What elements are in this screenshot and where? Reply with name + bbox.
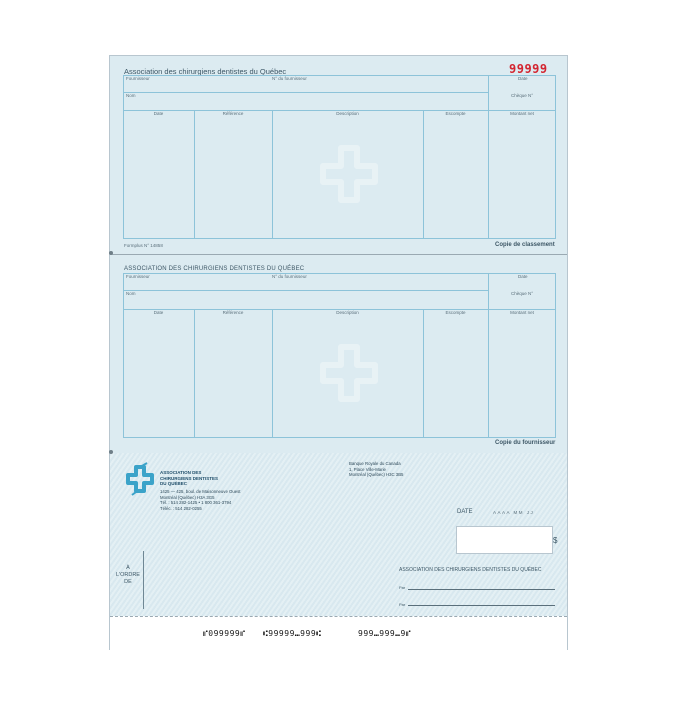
- org-address: 1425 — 425, boul. de Maisonneuve Ouest Montréal (Québec) H3A 3G5 Tél. : 514 282-1425 • 1 800 361-3794 Téléc. : 514 282-0255: [160, 489, 241, 511]
- cheque-form-sheet: [109, 55, 568, 650]
- signature-org: ASSOCIATION DES CHIRURGIENS DENTISTES DU QUÉBEC: [399, 567, 542, 573]
- date-format[interactable]: AAAA MM JJ: [493, 510, 535, 515]
- col-header-date: Date: [153, 310, 164, 315]
- cheque-number: 99999: [509, 62, 548, 76]
- stub-supplier-copy: [110, 255, 567, 453]
- col-header-reference: Référence: [222, 310, 244, 315]
- logo-watermark-icon: [315, 339, 383, 407]
- form-number: Formplus N° 14858: [124, 243, 163, 248]
- micr-account: 999⑉999⑉9⑈: [358, 629, 412, 638]
- label-cheque-no: Chèque N°: [511, 291, 534, 296]
- cheque-body: [110, 453, 567, 616]
- stub2-copy-label: Copie du fournisseur: [495, 440, 556, 446]
- signature-label-2: Par: [399, 602, 406, 607]
- association-logo-icon: [122, 462, 160, 496]
- signature-line-2[interactable]: [408, 605, 555, 606]
- col-header-description: Description: [336, 111, 359, 116]
- perforation-dot: [109, 450, 113, 454]
- label-fournisseur: Fournisseur: [126, 76, 150, 81]
- col-header-escompte: Escompte: [445, 111, 466, 116]
- label-no-fournisseur: N° du fournisseur: [272, 274, 307, 279]
- label-nom: Nom: [126, 93, 136, 98]
- micr-cheque-number: ⑈099999⑈: [203, 629, 246, 638]
- currency-symbol: $: [553, 536, 558, 545]
- signature-label-1: Par: [399, 585, 406, 590]
- col-header-reference: Référence: [222, 111, 244, 116]
- col-header-description: Description: [336, 310, 359, 315]
- date-label: DATE: [457, 509, 473, 515]
- col-header-montant-net: Montant net: [510, 111, 534, 116]
- bank-info: Banque Royale du Canada 1, Place Ville-Marie Montréal (Québec) H3C 3B5: [349, 461, 404, 477]
- col-header-montant-net: Montant net: [510, 310, 534, 315]
- col-header-date: Date: [153, 111, 164, 116]
- label-date: Date: [518, 274, 528, 279]
- label-no-fournisseur: N° du fournisseur: [272, 76, 307, 81]
- label-nom: Nom: [126, 291, 136, 296]
- payee-label: À L'ORDRE DE: [116, 565, 140, 585]
- micr-band: [110, 616, 567, 650]
- label-fournisseur: Fournisseur: [126, 274, 150, 279]
- label-cheque-no: Chèque N°: [511, 93, 534, 98]
- org-name: ASSOCIATION DES CHIRURGIENS DENTISTES DU QUÉBEC: [160, 470, 219, 486]
- signature-line-1[interactable]: [408, 589, 555, 590]
- perforation-dot: [109, 251, 113, 255]
- stub-filing-copy: [110, 56, 567, 254]
- label-date: Date: [518, 76, 528, 81]
- stub1-title: Association des chirurgiens dentistes du Québec: [124, 67, 287, 76]
- amount-box[interactable]: [456, 526, 553, 554]
- col-header-escompte: Escompte: [445, 310, 466, 315]
- stub2-title: ASSOCIATION DES CHIRURGIENS DENTISTES DU QUÉBEC: [124, 266, 305, 272]
- stub1-copy-label: Copie de classement: [495, 242, 555, 248]
- micr-transit: ⑆99999⑉999⑆: [263, 629, 322, 638]
- logo-watermark-icon: [315, 140, 383, 208]
